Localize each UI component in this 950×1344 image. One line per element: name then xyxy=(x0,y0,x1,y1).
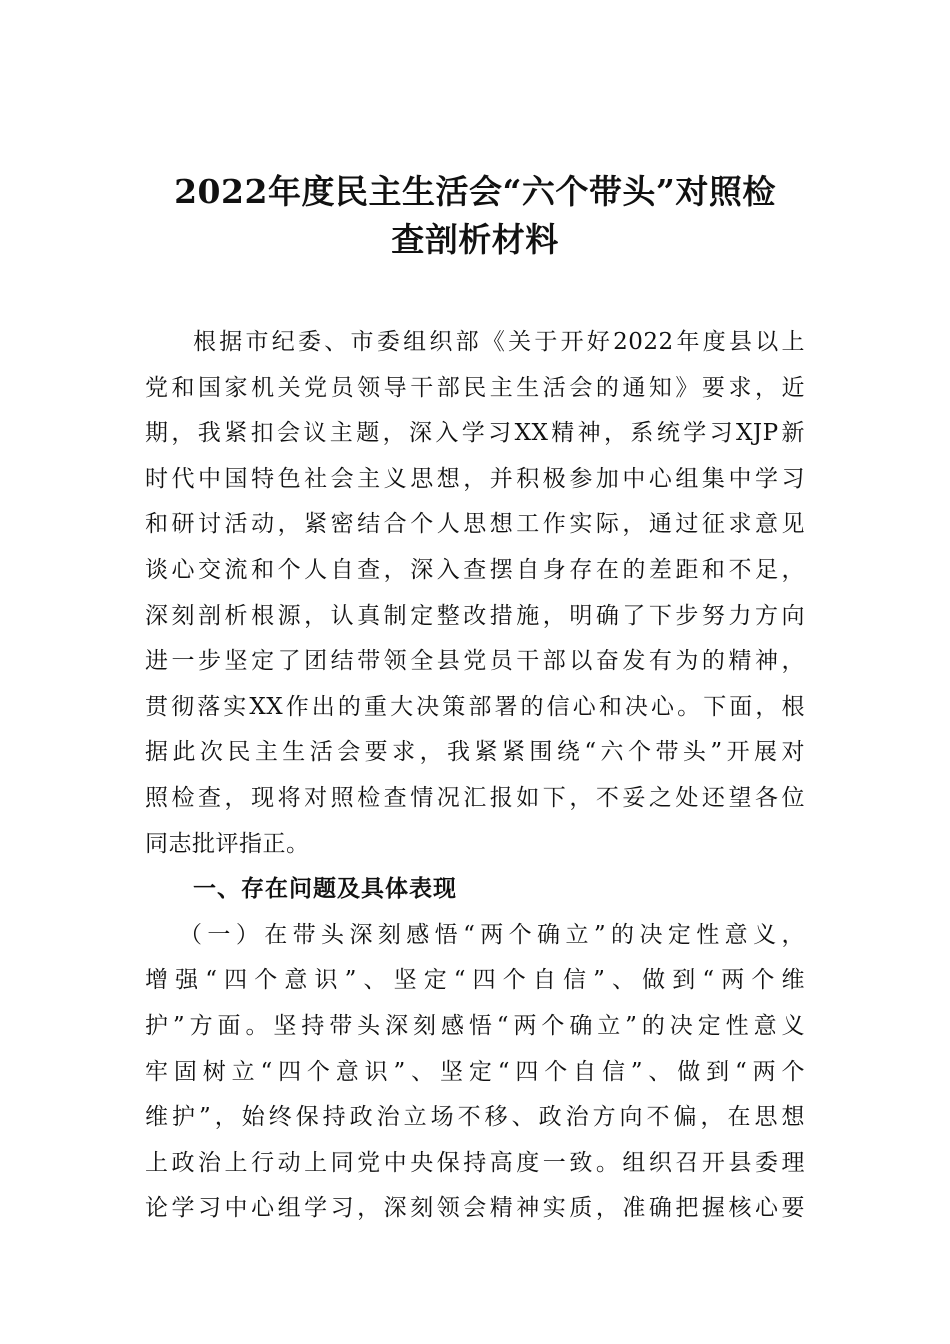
intro-paragraph-line: 照检查，现将对照检查情况汇报如下，不妥之处还望各位 xyxy=(145,784,805,811)
document-title xyxy=(140,168,810,264)
section-paragraph-line: 维护”，始终保持政治立场不移、政治方向不偏，在思想 xyxy=(145,1104,805,1131)
intro-paragraph-line: 贯彻落实XX作出的重大决策部署的信心和决心。下面，根 xyxy=(145,693,805,720)
intro-paragraph-line: 谈心交流和个人自查，深入查摆自身存在的差距和不足， xyxy=(145,556,805,583)
title-line-1: 2022年度民主生活会“六个带头”对照检 xyxy=(174,172,776,211)
intro-paragraph-line: 时代中国特色社会主义思想，并积极参加中心组集中学习 xyxy=(145,465,805,492)
title-line-2: 查剖析材料 xyxy=(391,220,559,259)
section-heading: 一、存在问题及具体表现 xyxy=(193,876,457,903)
section-paragraph-line: 上政治上行动上同党中央保持高度一致。组织召开县委理 xyxy=(145,1149,805,1176)
section-paragraph-line: 增强“四个意识”、坚定“四个自信”、做到“两个维 xyxy=(145,967,805,994)
document-body xyxy=(145,320,805,1232)
section-paragraph-line: 牢固树立“四个意识”、坚定“四个自信”、做到“两个 xyxy=(145,1058,805,1085)
intro-paragraph-line: 期，我紧扣会议主题，深入学习XX精神，系统学习XJP新 xyxy=(145,420,805,447)
section-paragraph-line: 护”方面。坚持带头深刻感悟“两个确立”的决定性意义 xyxy=(145,1012,805,1039)
intro-paragraph-line: 同志批评指正。 xyxy=(145,830,310,857)
intro-paragraph-line: 根据市纪委、市委组织部《关于开好2022年度县以上 xyxy=(193,329,805,355)
intro-paragraph-line: 党和国家机关党员领导干部民主生活会的通知》要求，近 xyxy=(145,374,805,401)
intro-paragraph-line: 和研讨活动，紧密结合个人思想工作实际，通过征求意见 xyxy=(145,511,805,538)
intro-paragraph-line: 深刻剖析根源，认真制定整改措施，明确了下步努力方向 xyxy=(145,602,805,629)
intro-paragraph-line: 据此次民主生活会要求，我紧紧围绕“六个带头”开展对 xyxy=(145,739,805,766)
section-paragraph-line: 论学习中心组学习，深刻领会精神实质，准确把握核心要 xyxy=(145,1195,805,1222)
intro-paragraph-line: 进一步坚定了团结带领全县党员干部以奋发有为的精神， xyxy=(145,648,805,675)
section-paragraph-line: （一）在带头深刻感悟“两个确立”的决定性意义， xyxy=(179,921,805,948)
